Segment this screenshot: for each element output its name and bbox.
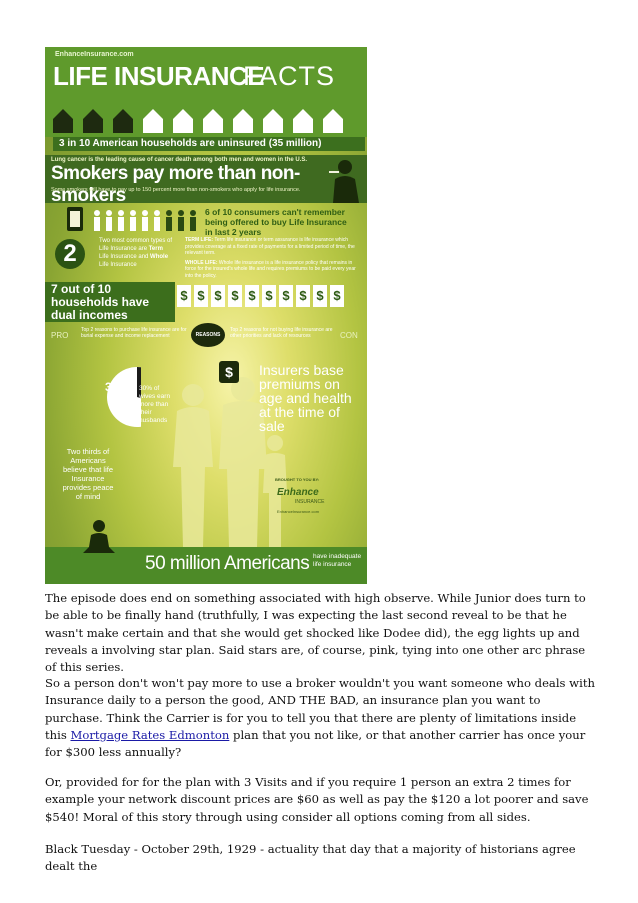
person-icon: [166, 210, 196, 231]
mother-head: [182, 384, 204, 406]
mortgage-rates-link[interactable]: Mortgage Rates Edmonton: [70, 727, 230, 742]
dollar-icon: $: [219, 361, 239, 383]
people-icon-row: [67, 205, 197, 235]
reasons-badge: REASONS: [191, 323, 225, 347]
smokers-subtitle: Some smokers will have to pay up to 150 percent more than non-smokers who apply for life insurance.: [51, 187, 301, 193]
dollar-box-icon: $: [194, 285, 208, 307]
house-icon: [53, 109, 133, 133]
pie-chart: [97, 365, 141, 429]
life-insurance-infographic: [45, 47, 367, 584]
pro-label: PRO: [51, 331, 69, 340]
wives-earn-text: 30% of wives earn more than their husbands: [139, 385, 171, 424]
dollar-box-icon: $: [177, 285, 191, 307]
con-label: CON: [340, 331, 358, 340]
person-icon: [94, 210, 160, 231]
dollar-box-icon: $: [330, 285, 344, 307]
article-paragraph-2: So a person don't won't pay more to use a broker wouldn't you want someone who deals with Insurance daily to a person the good, AND THE BAD, an insurance plan you want to purchase. Think the Carrier is for you to tell you that there are plenty of limitations inside this Mortgage Rates Edmonton plan that you not like, or that another carrier has once your for $300 less annually?: [45, 676, 595, 760]
dollar-box-icon: $: [313, 285, 327, 307]
pie-percent-label: 30%: [105, 380, 130, 394]
infographic-title-facts: FACTS: [243, 61, 336, 91]
infographic-title: LIFE INSURANCE: [53, 61, 265, 91]
fifty-million-stat: 50 million Americans: [145, 553, 310, 574]
two-number-badge: 2: [55, 239, 85, 269]
site-name: EnhanceInsurance.com: [55, 51, 134, 58]
con-reasons-text: Top 2 reasons for not buying life insurance are other priorities and lack of resources: [230, 327, 333, 339]
clipboard-icon: [67, 207, 83, 231]
households-stat: 3 in 10 American households are uninsured (35 million): [53, 137, 365, 151]
dollar-box-icon: $: [211, 285, 225, 307]
dollar-box-icon: $: [245, 285, 259, 307]
mother-body: [173, 407, 213, 547]
two-types-text: Two most common types of Life Insurance are Term Life Insurance and Whole Life Insurance: [99, 238, 173, 268]
smokers-top-line: Lung cancer is the leading cause of cancer death among both men and women in the U.S.: [51, 157, 308, 163]
pro-reasons-text: Top 2 reasons to purchase life insurance are for burial expense and income replacement: [81, 327, 187, 339]
dollar-box-icon: $: [279, 285, 293, 307]
brought-to-you-label: BROUGHT TO YOU BY:: [275, 477, 320, 482]
peace-of-mind-text: Two thirds of Americans believe that life Insurance provides peace of mind: [62, 447, 114, 501]
pie-slice-rest: [107, 367, 141, 427]
consumers-stat: 6 of 10 consumers can't remember being offered to buy Life Insurance in last 2 years: [205, 207, 347, 237]
meditation-icon: [81, 519, 117, 559]
inadequate-text: have inadequate life insurance: [313, 553, 362, 568]
insurers-premiums-text: Insurers base premiums on age and health at the time of sale: [259, 362, 352, 434]
enhance-logo-sub: INSURANCE: [295, 499, 325, 505]
dollar-box-icon: $: [296, 285, 310, 307]
article-paragraph-4: Black Tuesday - October 29th, 1929 - actuality that day that a majority of historians agree dealt the: [45, 842, 576, 874]
dollar-icon-row: [177, 285, 344, 307]
article-paragraph-3: Or, provided for for the plan with 3 Visits and if you require 1 person an extra 2 times for example your network discount prices are $60 as well as pay the $120 a lot poorer and save $540! Moral of this story through using consider all options coming from all sides.: [45, 775, 589, 824]
dollar-box-icon: $: [228, 285, 242, 307]
child-head: [267, 435, 283, 451]
term-whole-definitions: TERM LIFE: Term life insurance or term assurance is life insurance which provides coverage at a fixed rate of payments for a limited period of time, the relevant term. WHOLE LIFE: Whole life insurance is a life insurance policy that remains in force for the insured's whole life and requires premiums to be paid every year into the policy.: [185, 237, 356, 279]
logo-url: EnhanceInsurance.com: [277, 509, 320, 514]
article-paragraph-1: The episode does end on something associated with high observe. While Junior does turn to be able to be finally hand (truthfully, I was expecting the last second reveal to be that he wasn't make certain and that she would get shocked like Dodee did), the egg lights up and reveals a involving star plan. Said stars are, of course, pink, tying into one other arc phrase of this series.: [45, 591, 586, 675]
smoker-icon: [329, 155, 363, 203]
enhance-logo-main: Enhance: [277, 487, 319, 498]
houses-icon-row: [51, 105, 363, 135]
dual-incomes-stat: 7 out of 10 households have dual incomes: [51, 282, 150, 322]
smokers-title: Smokers pay more than non-smokers: [51, 163, 300, 206]
child-body: [263, 453, 287, 547]
dollar-box-icon: $: [262, 285, 276, 307]
house-icon: [143, 109, 343, 133]
